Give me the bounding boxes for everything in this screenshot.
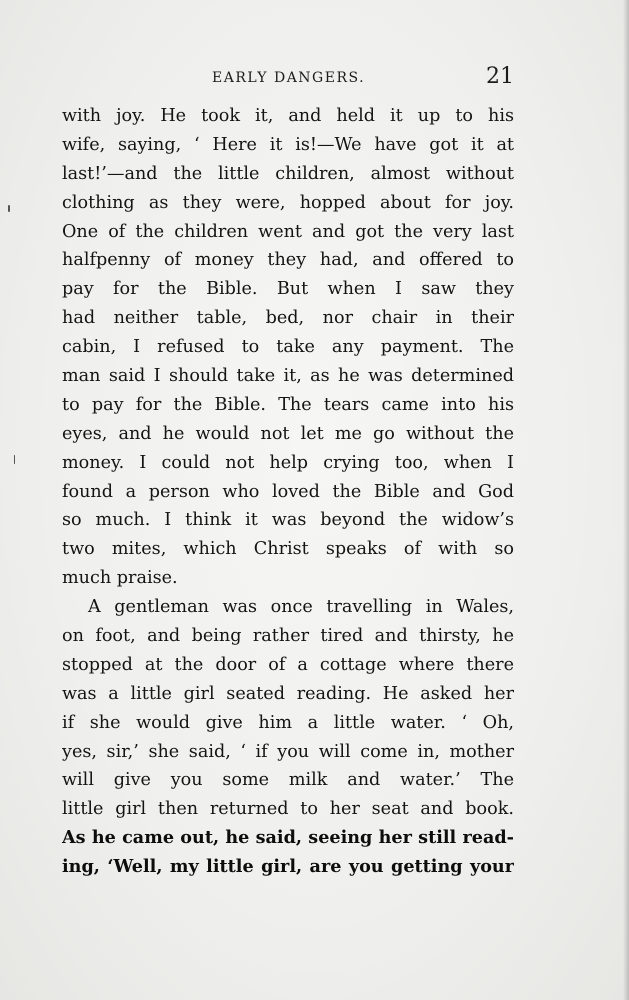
page-header — [62, 64, 514, 94]
text-line: last!’—and the little children, almost without — [62, 163, 514, 184]
text-line: found a person who loved the Bible and God — [62, 481, 514, 502]
text-line: so much. I think it was beyond the widow’s — [62, 510, 514, 531]
scan-speck — [14, 455, 15, 464]
text-line: will give you some milk and water.’ The — [62, 770, 514, 791]
text-line: man said I should take it, as he was determined — [62, 366, 514, 387]
text-line: much praise. — [62, 568, 178, 589]
text-line: had neither table, bed, nor chair in their — [62, 308, 514, 329]
text-line: stopped at the door of a cottage where there — [62, 654, 514, 675]
page-edge-shadow — [623, 0, 629, 1000]
text-line: pay for the Bible. But when I saw they — [62, 279, 514, 300]
text-line: if she would give him a little water. ‘ Oh, — [62, 712, 514, 733]
text-line: yes, sir,’ she said, ‘ if you will come in, mother — [62, 741, 514, 762]
body-text — [62, 102, 514, 882]
text-line: One of the children went and got the very last — [62, 221, 514, 242]
text-line: halfpenny of money they had, and offered to — [62, 250, 514, 271]
text-line: eyes, and he would not let me go without the — [62, 423, 514, 444]
text-line: was a little girl seated reading. He asked her — [62, 683, 514, 704]
text-line: clothing as they were, hopped about for joy. — [62, 192, 514, 213]
text-line: ing, ‘Well, my little girl, are you getting your — [62, 856, 514, 878]
text-line: As he came out, he said, seeing her still read- — [62, 827, 514, 849]
text-line: little girl then returned to her seat and book. — [62, 799, 514, 820]
text-line: A gentleman was once travelling in Wales, — [88, 597, 514, 618]
page-number: 21 — [486, 64, 514, 89]
text-line: two mites, which Christ speaks of with so — [62, 539, 514, 560]
text-line: money. I could not help crying too, when I — [62, 452, 514, 473]
text-line: cabin, I refused to take any payment. The — [62, 337, 514, 358]
text-line: with joy. He took it, and held it up to his — [62, 106, 514, 126]
text-line: to pay for the Bible. The tears came into his — [62, 394, 514, 415]
running-title: EARLY DANGERS. — [212, 70, 366, 86]
text-line: on foot, and being rather tired and thirsty, he — [62, 626, 514, 647]
scan-speck — [8, 205, 10, 212]
text-line: wife, saying, ‘ Here it is!—We have got it at — [62, 134, 514, 155]
